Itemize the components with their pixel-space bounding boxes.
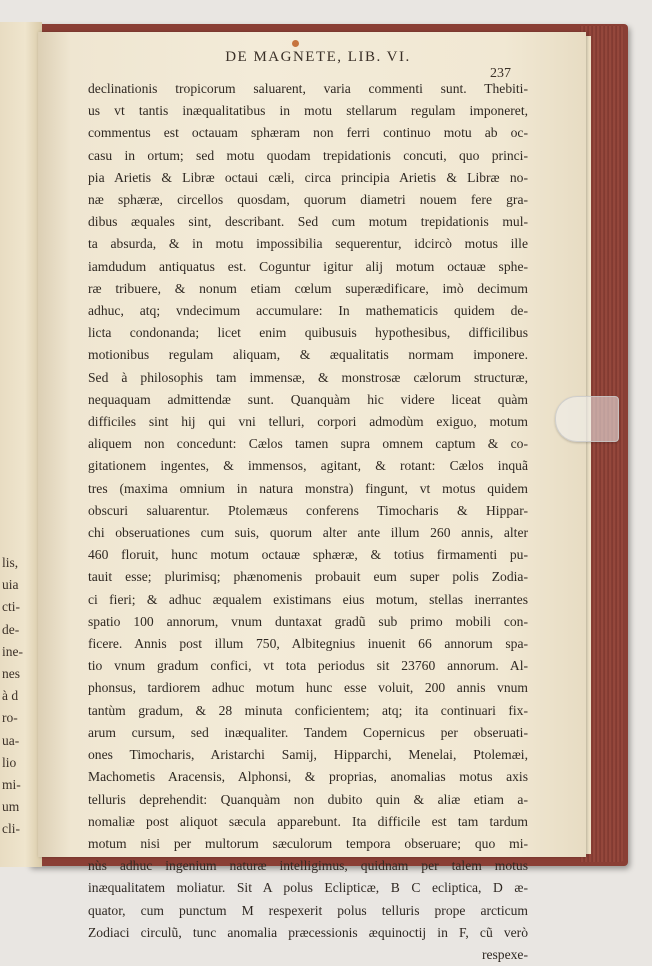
text-line: ci fieri; & adhuc æqualem existimans eius motum, stellas inerrantes — [88, 591, 528, 607]
running-head: DE MAGNETE, LIB. VI. — [225, 49, 411, 65]
left-page-fragment: ua- — [2, 732, 20, 748]
text-line: obscuri saluarentur. Ptolemæus conferens Timocharis & Hippar- — [88, 502, 528, 518]
text-line: commentus est octauam sphæram non ferri continuo motu ab oc- — [88, 125, 528, 141]
text-line: inæqualitatem moliatur. Sit A polus Eclipticæ, B C ecliptica, D æ- — [88, 880, 528, 896]
page-marker-clip — [555, 396, 619, 442]
left-page-fragment: lio — [2, 754, 17, 770]
page-number: 237 — [490, 66, 511, 81]
left-page-fragment: ro- — [2, 710, 18, 726]
text-line: pia Arietis & Libræ octaui cæli, circa principia Arietis & Libræ no- — [88, 169, 528, 185]
text-line: telluris deprehendit: Quanquàm non dubito quin & aliæ etiam a- — [88, 791, 528, 807]
text-line: phonsus, tardiorem adhuc motum hunc esse voluit, 200 annis vnum — [88, 680, 528, 696]
text-line: næ sphæræ, circellos quosdam, quorum diametri nouem fere gra- — [88, 192, 528, 208]
left-page-fragment: uia — [2, 577, 19, 593]
text-line: nequaquam admittendæ sunt. Quanquàm hic videre liceat quàm — [88, 391, 528, 407]
left-page-fragment: cli- — [2, 821, 20, 837]
left-page-fragment: à d — [2, 688, 19, 704]
text-line: nùs adhuc ingenium naturæ intelligimus, quidnam per talem motus — [88, 858, 528, 874]
text-line: arum cursum, sed inæqualiter. Tandem Copernicus per obseruati- — [88, 724, 528, 740]
text-line: Sed à philosophis tam immensæ, & monstrosæ cælorum structuræ, — [88, 369, 528, 385]
left-page-fragment: cti- — [2, 599, 20, 615]
left-page-fragment: mi- — [2, 777, 21, 792]
text-line: chi obseruationes cum suis, quorum alter ante illum 260 annis, alter — [88, 525, 528, 541]
text-line: dibus æquales sint, describant. Sed cum motum trepidationis mul- — [88, 214, 528, 230]
text-line: respexe- — [481, 946, 528, 962]
text-line: ta absurda, & in motu impossibilia sequerentur, idcircò motus ille — [88, 236, 528, 252]
left-page — [0, 22, 42, 867]
text-line: licta condonanda; licet enim quibusuis hypothesibus, difficilibus — [88, 325, 528, 341]
left-page-fragment: lis, — [2, 555, 19, 570]
text-line: adhuc, atq; vndecimum accumulare: In mathematicis quidem de- — [88, 303, 528, 319]
text-line: aliquem non concedunt: Cælos tamen supra omnem captum & co- — [88, 436, 528, 452]
text-line: nomaliæ post aliquot sæcula apparebunt. Ita difficile est tam tardum — [88, 813, 528, 829]
body-text — [88, 78, 528, 966]
text-line: Zodiaci circulũ, tunc anomalia præcessionis æquinoctij in F, cũ verò — [88, 924, 528, 940]
text-line: iamdudum antiquatus est. Coguntur igitur alij motum octauæ sphe- — [88, 258, 528, 274]
text-line: Machometis Aracensis, Alphonsi, & proprias, anomalias motus axis — [88, 769, 528, 785]
text-line: 460 floruit, hunc motum octauæ sphæræ, & totius firmamenti pu- — [88, 547, 528, 563]
left-page-fragment: nes — [2, 666, 20, 681]
text-line: gitationem ingentes, & immensos, agitant, & rotant: Cælos inquã — [88, 458, 528, 474]
text-line: tauit esse; plurimisq; phænomenis probauit eum super polis Zodia- — [88, 569, 528, 585]
left-page-fragment: ine- — [2, 643, 23, 659]
text-line: motionibus regulam aliquam, & æqualitatis normam imponere. — [88, 347, 528, 363]
text-line: ræ tribuere, & nonum etiam cœlum superædificare, imò decimum — [88, 280, 528, 296]
text-line: difficiles sint hij qui vni telluri, corpori admodùm exiguo, motum — [88, 414, 528, 430]
text-line: tres (maxima omnium in natura monstra) fingunt, vt motus quidem — [88, 480, 528, 496]
text-line: motum nisi per multorum sæculorum tempora obseruare; quo mi- — [88, 835, 528, 851]
text-line: spatio 100 annorum, vnum duntaxat gradũ sub primo mobili con- — [88, 613, 528, 629]
right-page — [38, 32, 586, 962]
text-line: casu in ortum; sed motu quodam trepidationis concuti, quo princi- — [88, 147, 528, 163]
text-line: ones Timocharis, Aristarchi Samij, Hipparchi, Menelai, Ptolemæi, — [88, 747, 528, 763]
text-line: quator, cum punctum M respexerit polus telluris prope arcticum — [88, 902, 528, 918]
text-line: declinationis tropicorum saluarent, varia commenti sunt. Thebiti- — [88, 81, 528, 96]
text-line: tio vnum gradum confici, vt tota periodus sit 23760 annorum. Al- — [88, 658, 528, 674]
text-line: ficere. Annis post illum 750, Albitegnius inuenit 66 annorum spa- — [88, 636, 528, 652]
left-page-fragment: de- — [2, 621, 20, 637]
ornament-dot — [292, 40, 299, 47]
text-line: us vt tantis inæqualitatibus in motu stellarum regulam imponeret, — [88, 103, 528, 119]
left-page-fragment: um — [2, 799, 20, 815]
text-line: tantùm gradum, & 28 minuta conficientem; atq; ita continuari fix- — [88, 702, 528, 718]
